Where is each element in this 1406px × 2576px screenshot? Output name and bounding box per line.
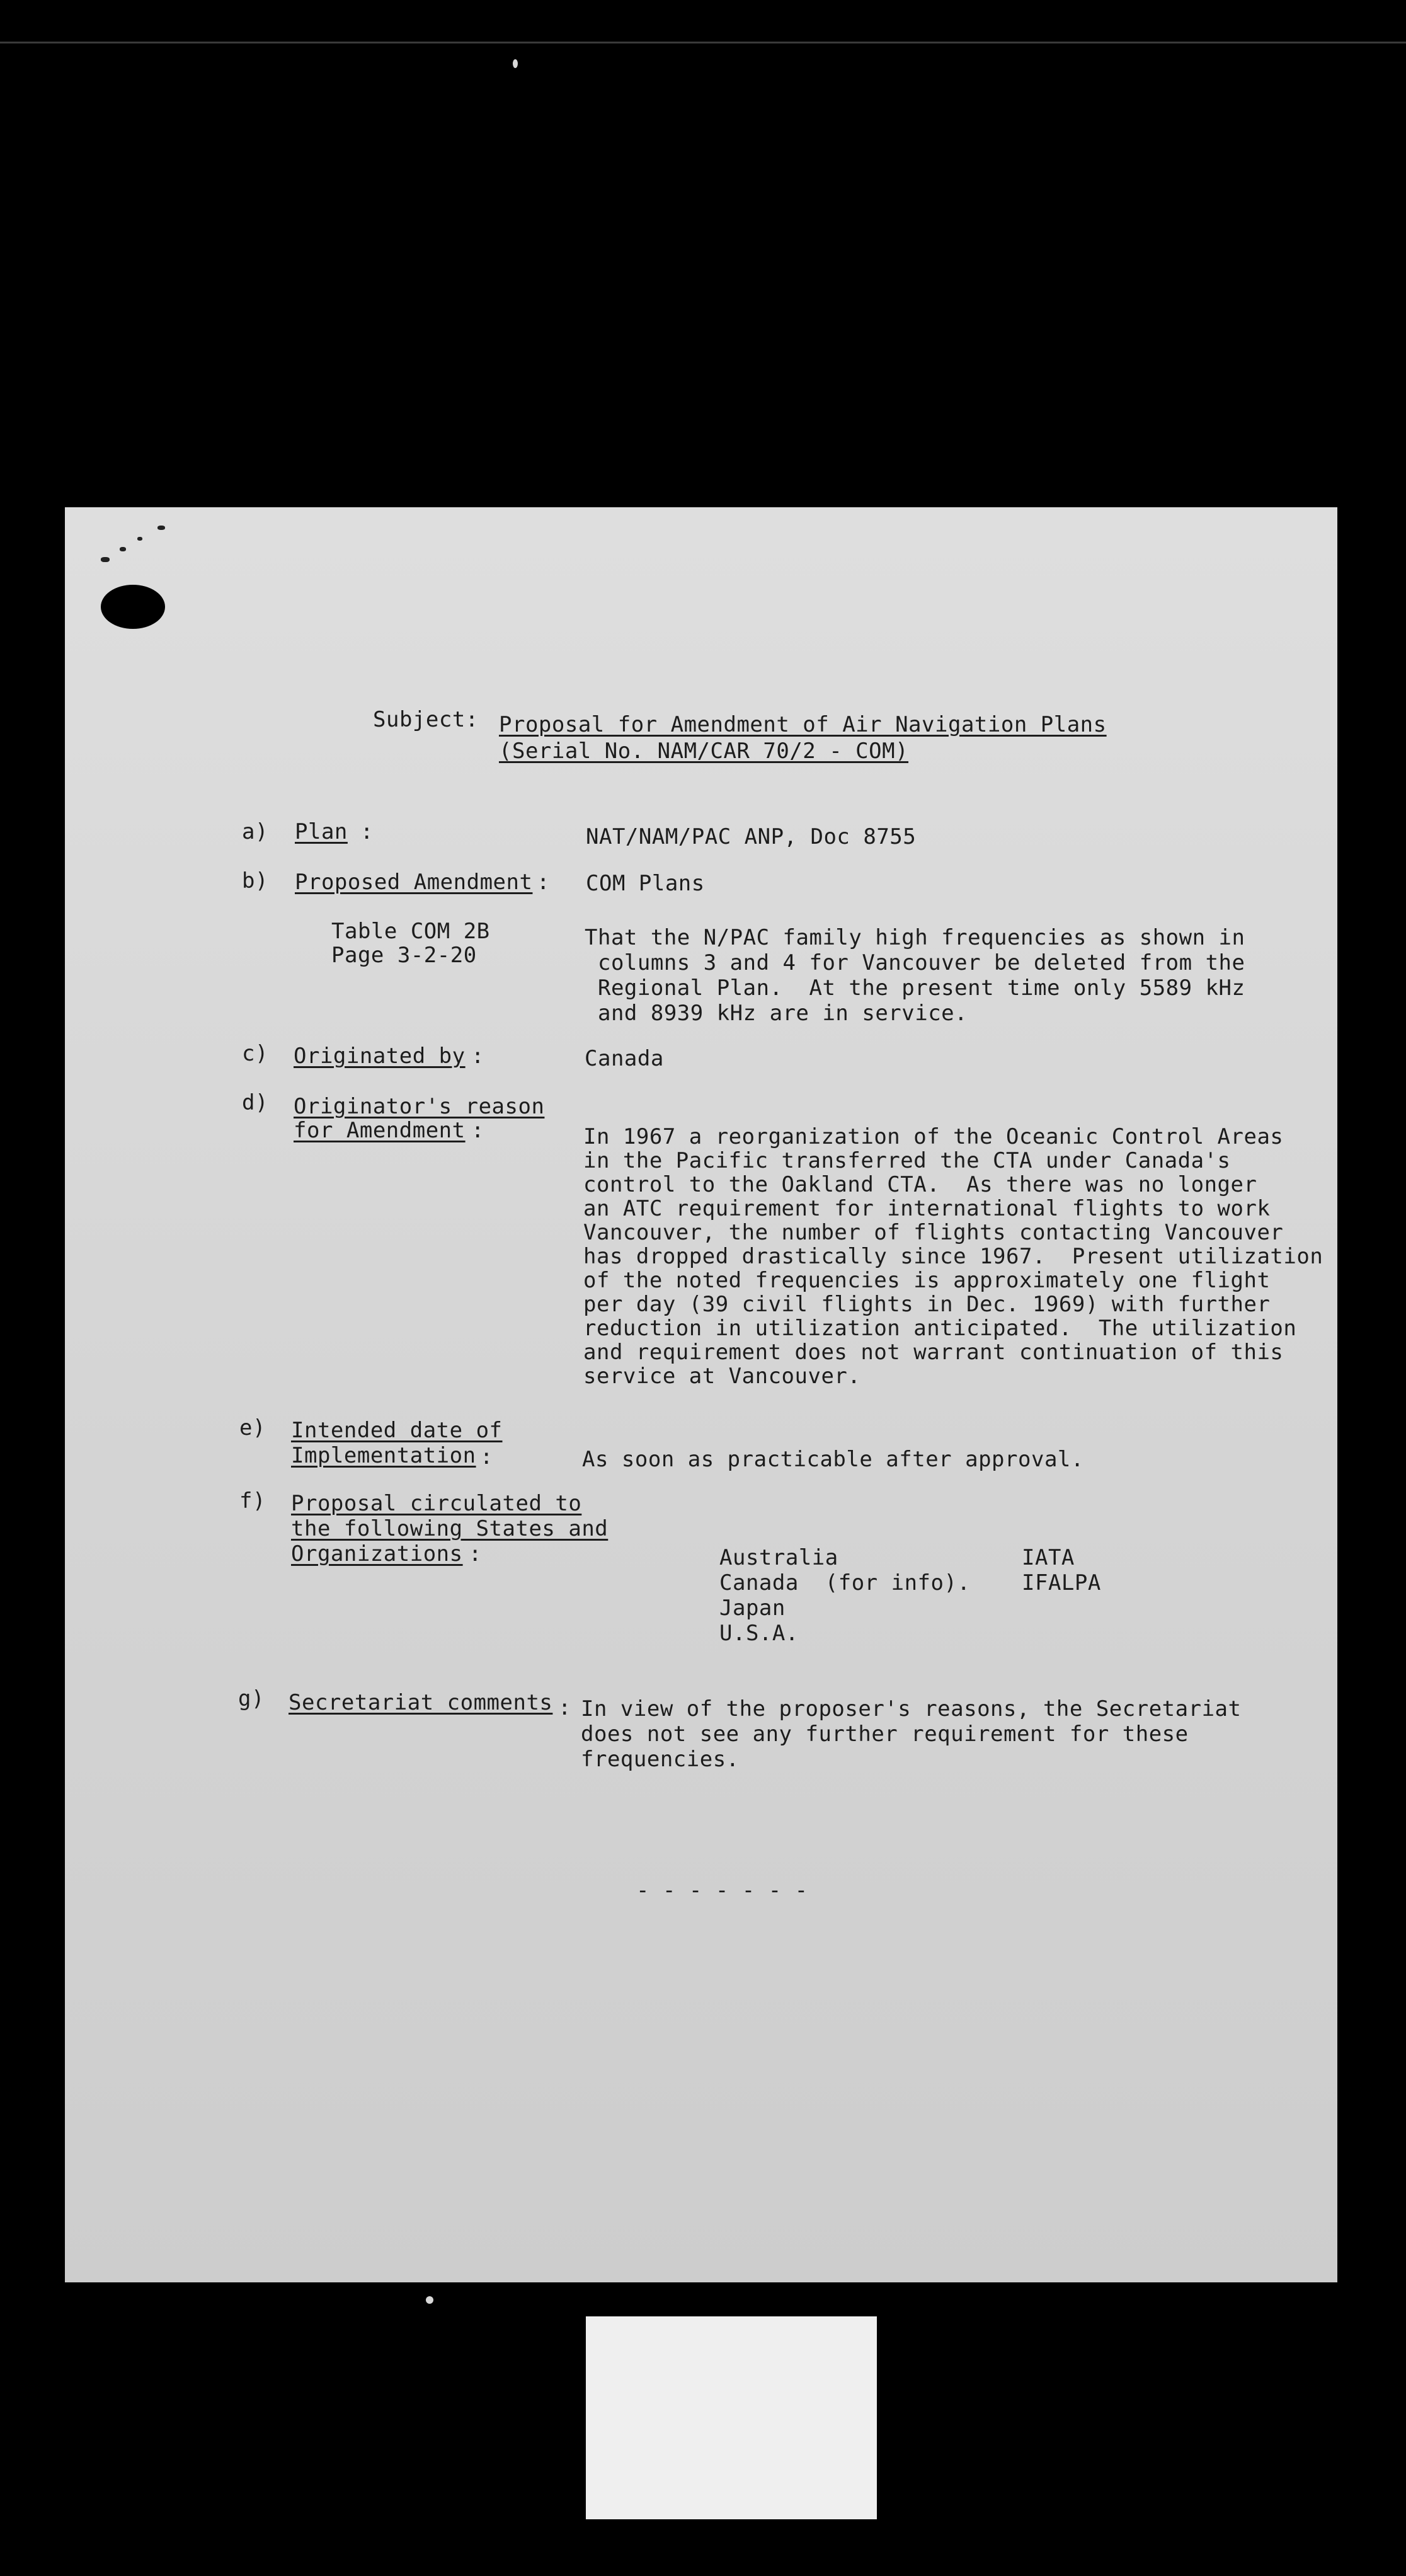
subject-line-1: Proposal for Amendment of Air Navigation Plans — [499, 712, 1107, 737]
item-e-label-1: Intended date of — [291, 1418, 503, 1443]
item-a-value: NAT/NAM/PAC ANP, Doc 8755 — [586, 824, 917, 849]
item-d-body-5: Vancouver, the number of flights contacting Vancouver — [583, 1220, 1284, 1245]
item-d-label-1: Originator's reason — [294, 1094, 545, 1119]
ink-mark — [120, 547, 126, 551]
organization-list-item: IATA — [1022, 1545, 1075, 1570]
item-e-marker: e) — [239, 1415, 266, 1440]
item-f-label-2: the following States and — [291, 1516, 609, 1541]
item-b-ref-1: Table COM 2B — [331, 919, 490, 944]
item-d-body-7: of the noted frequencies is approximately one flight — [583, 1268, 1271, 1293]
item-d-body-8: per day (39 civil flights in Dec. 1969) with further — [583, 1292, 1271, 1317]
organization-list-item: IFALPA — [1022, 1570, 1101, 1596]
item-b-marker: b) — [242, 868, 268, 894]
item-d-body-11: service at Vancouver. — [583, 1364, 861, 1389]
item-c-label: Originated by — [294, 1044, 466, 1069]
item-d-body-10: and requirement does not warrant continuation of this — [583, 1340, 1284, 1365]
item-g-label: Secretariat comments — [289, 1690, 553, 1715]
item-b-value: COM Plans — [586, 871, 705, 896]
item-a-sep: : — [360, 819, 374, 844]
state-list-item: Australia — [719, 1545, 838, 1570]
item-c-sep: : — [471, 1044, 484, 1069]
end-dashes: - - - - - - - — [636, 1878, 808, 1903]
scanner-top-edge — [0, 42, 1406, 43]
item-c-marker: c) — [242, 1041, 268, 1066]
item-b-body-4: and 8939 kHz are in service. — [585, 1001, 968, 1026]
item-a-marker: a) — [242, 819, 268, 844]
item-b-ref-2: Page 3-2-20 — [331, 943, 477, 968]
state-list-item: U.S.A. — [719, 1621, 799, 1646]
ink-mark — [101, 557, 110, 562]
item-g-body-2: does not see any further requirement for these — [581, 1722, 1189, 1747]
item-b-label: Proposed Amendment — [295, 870, 533, 895]
item-b-body-1: That the N/PAC family high frequencies as shown in — [585, 925, 1245, 950]
item-f-label-1: Proposal circulated to — [291, 1491, 582, 1516]
item-c-value: Canada — [585, 1046, 664, 1071]
item-g-sep: : — [558, 1695, 571, 1720]
item-d-body-3: control to the Oakland CTA. As there was no longer — [583, 1172, 1257, 1197]
subject-line-2: (Serial No. NAM/CAR 70/2 - COM) — [499, 739, 909, 764]
item-e-label-2: Implementation — [291, 1443, 476, 1468]
item-d-body-6: has dropped drastically since 1967. Present utilization — [583, 1244, 1323, 1269]
item-d-body-4: an ATC requirement for international flights to work — [583, 1196, 1271, 1221]
item-d-sep: : — [471, 1118, 484, 1143]
scan-footer-card — [586, 2316, 877, 2519]
item-b-body-3: Regional Plan. At the present time only 5589 kHz — [585, 975, 1245, 1001]
item-d-marker: d) — [242, 1090, 268, 1115]
item-d-body-9: reduction in utilization anticipated. The utilization — [583, 1316, 1297, 1341]
item-g-body-1: In view of the proposer's reasons, the Secretariat — [581, 1696, 1242, 1722]
item-f-sep: : — [469, 1541, 482, 1567]
item-b-body-2: columns 3 and 4 for Vancouver be deleted from the — [585, 950, 1245, 975]
dust-speck — [513, 59, 518, 68]
ink-mark — [157, 526, 165, 530]
item-e-sep: : — [480, 1444, 493, 1469]
item-d-body-2: in the Pacific transferred the CTA under Canada's — [583, 1148, 1231, 1173]
item-e-value: As soon as practicable after approval. — [582, 1447, 1084, 1472]
state-list-item: Japan — [719, 1596, 786, 1621]
item-a-label: Plan — [295, 819, 348, 844]
item-f-marker: f) — [239, 1488, 266, 1514]
state-list-item: Canada (for info). — [719, 1570, 971, 1596]
item-g-body-3: frequencies. — [581, 1747, 740, 1772]
punch-hole — [101, 585, 165, 629]
ink-mark — [137, 537, 142, 541]
dust-speck — [426, 2296, 433, 2304]
subject-label: Subject: — [373, 707, 479, 732]
item-d-label-2: for Amendment — [294, 1118, 466, 1143]
item-f-label-3: Organizations — [291, 1541, 463, 1567]
item-d-body-1: In 1967 a reorganization of the Oceanic Control Areas — [583, 1124, 1284, 1149]
item-g-marker: g) — [238, 1686, 265, 1711]
item-b-sep: : — [537, 870, 550, 895]
document-page — [65, 507, 1337, 2282]
